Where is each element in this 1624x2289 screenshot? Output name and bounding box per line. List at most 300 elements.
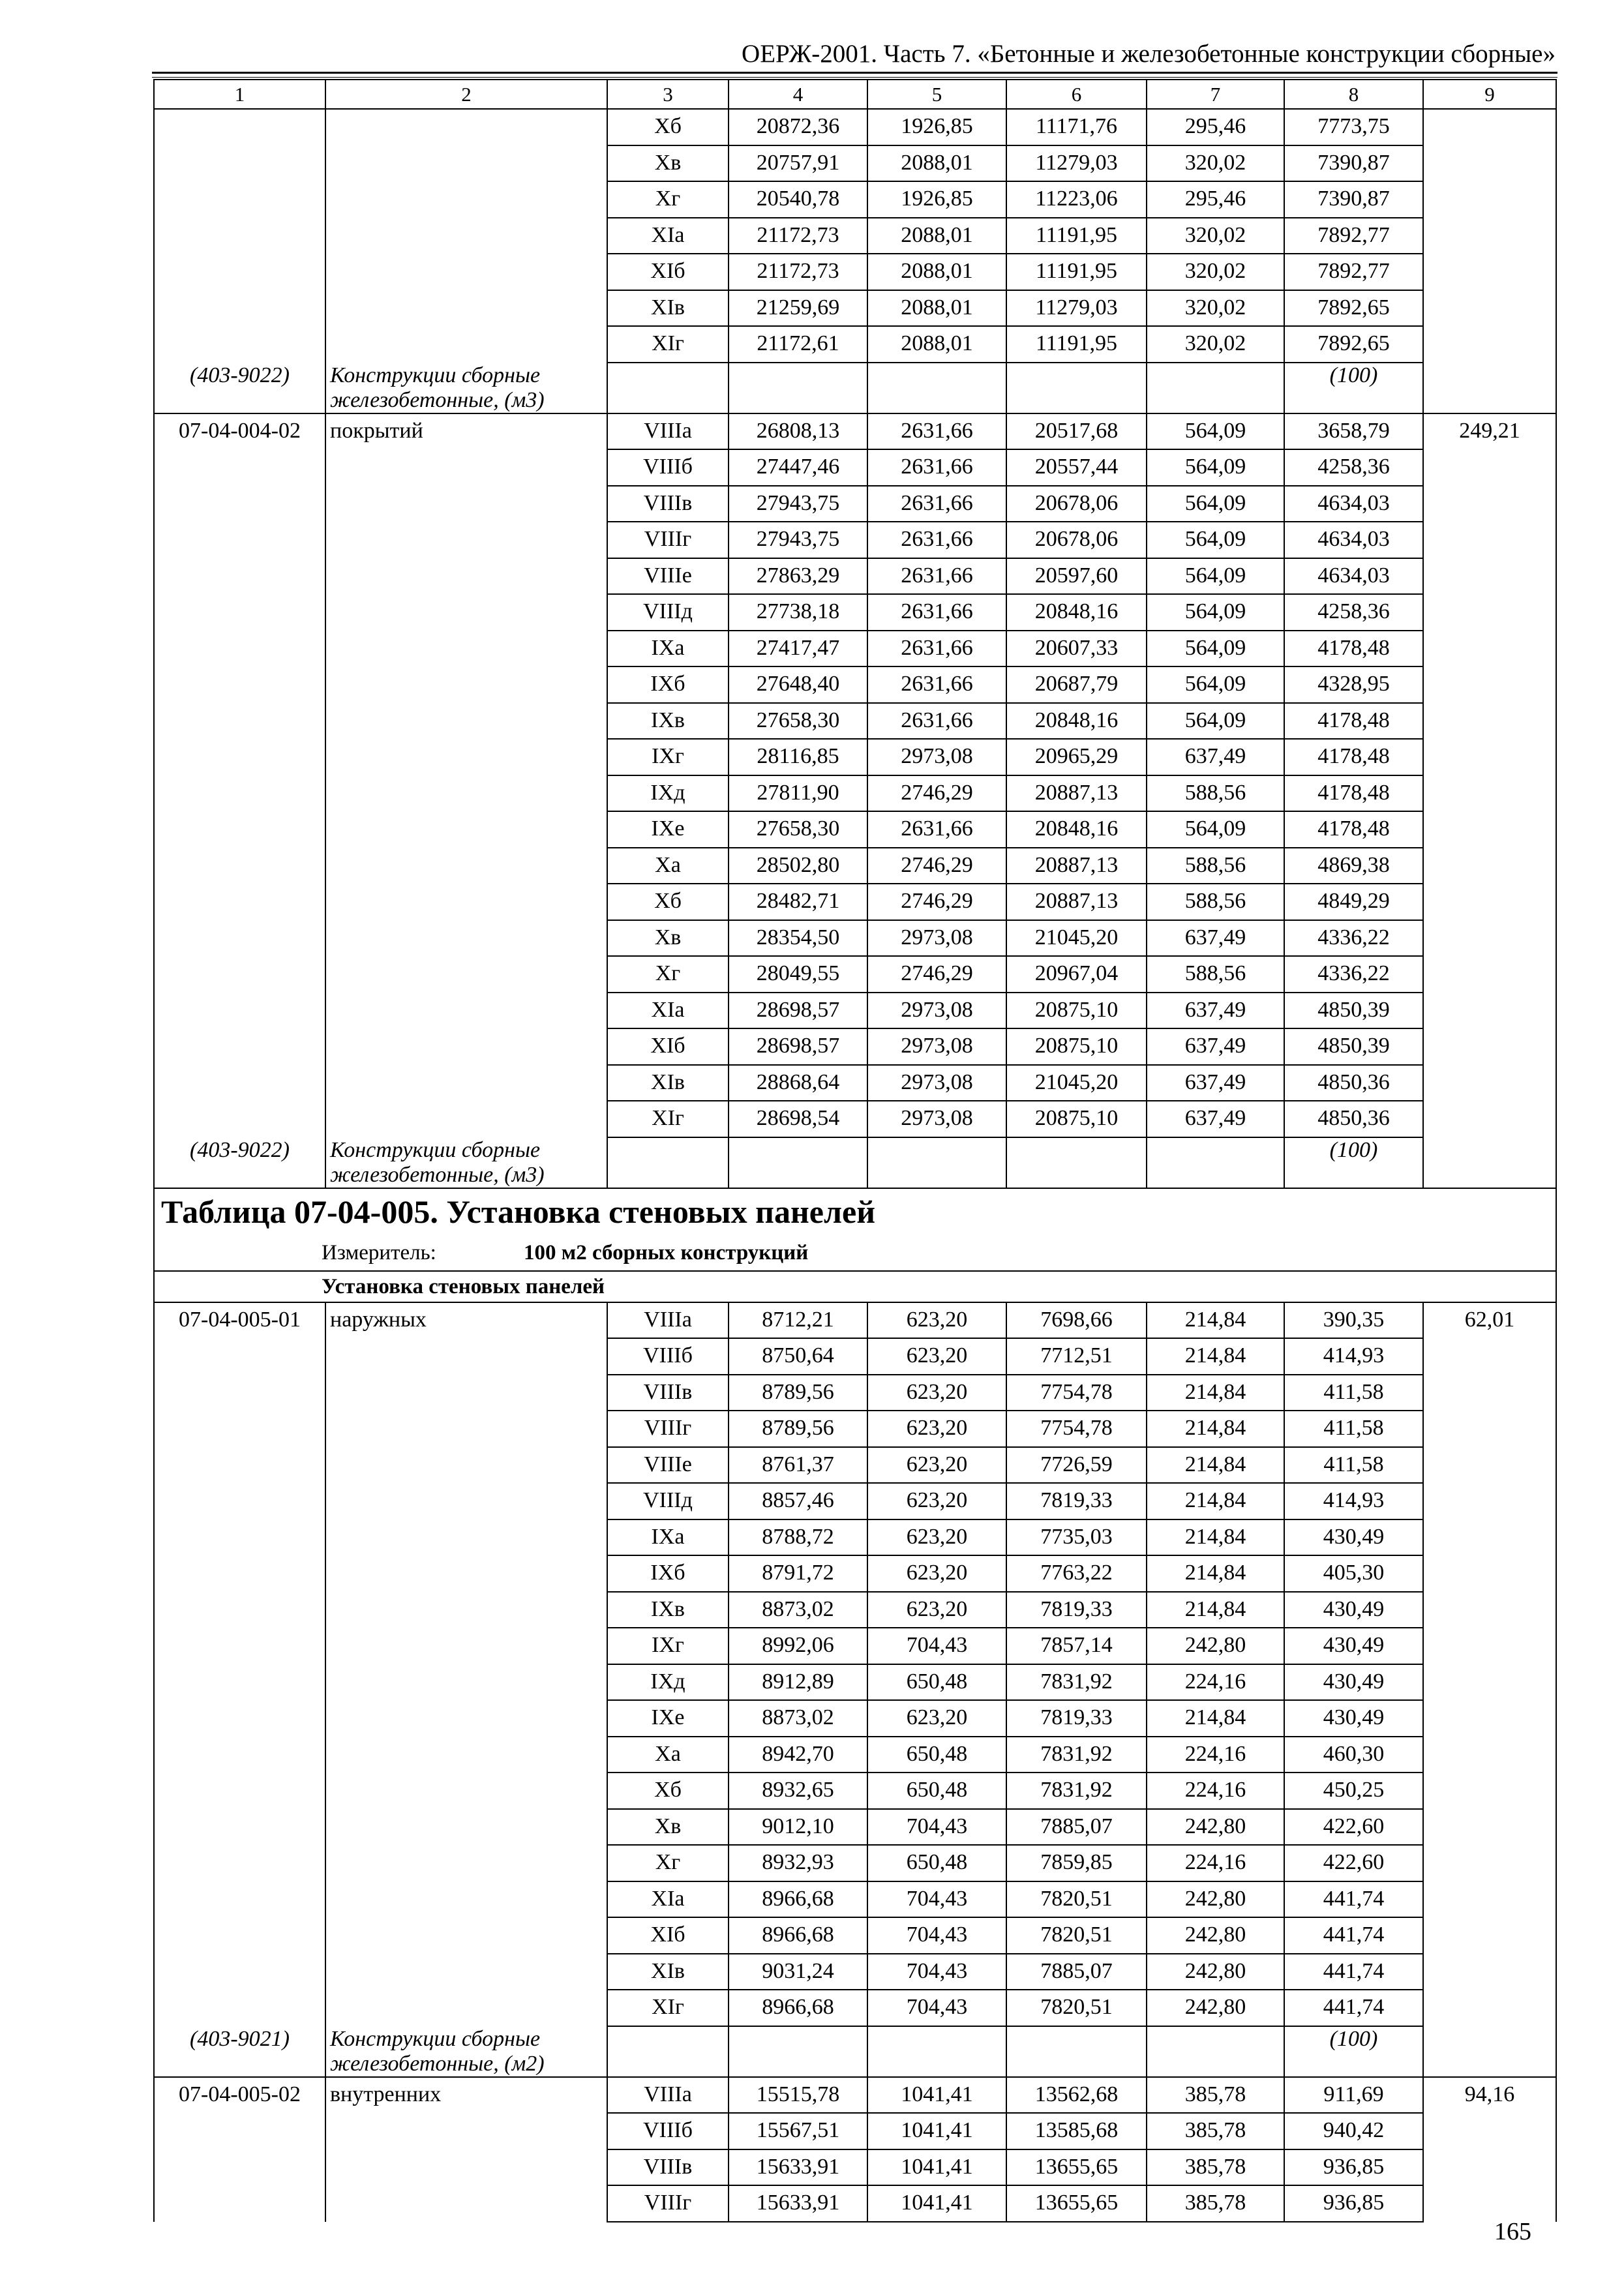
zone-cell: IXв xyxy=(607,1592,729,1628)
value-cell: 214,84 xyxy=(1147,1483,1284,1519)
value-cell: 27417,47 xyxy=(729,631,867,667)
empty-cell xyxy=(607,2026,729,2077)
zone-cell: VIIIд xyxy=(607,1483,729,1519)
value-cell: 704,43 xyxy=(867,1881,1006,1918)
value-cell: 7892,65 xyxy=(1284,326,1423,363)
labor-cost: 62,01 xyxy=(1423,1302,1556,2077)
value-cell: 20540,78 xyxy=(729,181,867,218)
material-share: (100) xyxy=(1284,363,1423,413)
value-cell: 4850,39 xyxy=(1284,993,1423,1029)
zone-cell: VIIIб xyxy=(607,1338,729,1375)
zone-cell: IXд xyxy=(607,775,729,812)
material-ref-desc: Конструкции сборные железобетонные, (м3) xyxy=(330,363,545,412)
value-cell: 623,20 xyxy=(867,1302,1006,1339)
zone-cell: IXе xyxy=(607,1700,729,1737)
value-cell: 1041,41 xyxy=(867,2077,1006,2114)
value-cell: 422,60 xyxy=(1284,1845,1423,1881)
value-cell: 28049,55 xyxy=(729,956,867,993)
value-cell: 2746,29 xyxy=(867,956,1006,993)
value-cell: 2088,01 xyxy=(867,218,1006,254)
value-cell: 11191,95 xyxy=(1006,326,1147,363)
zone-cell: Xа xyxy=(607,848,729,884)
value-cell: 242,80 xyxy=(1147,1809,1284,1846)
value-cell: 214,84 xyxy=(1147,1375,1284,1411)
value-cell: 7820,51 xyxy=(1006,1917,1147,1954)
value-cell: 385,78 xyxy=(1147,2185,1284,2222)
value-cell: 4849,29 xyxy=(1284,884,1423,920)
table-title-cell xyxy=(154,1188,1556,1239)
value-cell: 4336,22 xyxy=(1284,920,1423,957)
value-cell: 8789,56 xyxy=(729,1411,867,1447)
value-cell: 11279,03 xyxy=(1006,290,1147,327)
value-cell: 8932,93 xyxy=(729,1845,867,1881)
value-cell: 7820,51 xyxy=(1006,1990,1147,2026)
value-cell: 637,49 xyxy=(1147,920,1284,957)
value-cell: 411,58 xyxy=(1284,1411,1423,1447)
value-cell: 242,80 xyxy=(1147,1917,1284,1954)
zone-cell: VIIIа xyxy=(607,1302,729,1339)
value-cell: 4336,22 xyxy=(1284,956,1423,993)
labor-cost: 94,16 xyxy=(1423,2077,1556,2222)
value-cell: 441,74 xyxy=(1284,1881,1423,1918)
value-cell: 27658,30 xyxy=(729,811,867,848)
rate-name: наружных Конструкции сборные железобетонные, (м2) xyxy=(325,1302,607,2077)
value-cell: 564,09 xyxy=(1147,811,1284,848)
value-cell: 623,20 xyxy=(867,1592,1006,1628)
value-cell: 11223,06 xyxy=(1006,181,1147,218)
value-cell: 20597,60 xyxy=(1006,558,1147,595)
value-cell: 564,09 xyxy=(1147,703,1284,740)
zone-cell: VIIIе xyxy=(607,1447,729,1484)
value-cell: 430,49 xyxy=(1284,1700,1423,1737)
value-cell: 460,30 xyxy=(1284,1737,1423,1773)
zone-cell: Xв xyxy=(607,145,729,182)
value-cell: 2973,08 xyxy=(867,1065,1006,1101)
value-cell: 704,43 xyxy=(867,1990,1006,2026)
value-cell: 320,02 xyxy=(1147,290,1284,327)
value-cell: 15567,51 xyxy=(729,2113,867,2149)
value-cell: 214,84 xyxy=(1147,1592,1284,1628)
value-cell: 242,80 xyxy=(1147,1954,1284,1990)
value-cell: 2631,66 xyxy=(867,631,1006,667)
value-cell: 2631,66 xyxy=(867,522,1006,558)
column-header: 7 xyxy=(1147,80,1284,109)
value-cell: 28502,80 xyxy=(729,848,867,884)
value-cell: 450,25 xyxy=(1284,1773,1423,1809)
rate-name: покрытий Конструкции сборные железобетонные, (м3) xyxy=(325,413,607,1188)
labor-cost: 249,21 xyxy=(1423,413,1556,1188)
value-cell: 2631,66 xyxy=(867,558,1006,595)
value-cell: 20848,16 xyxy=(1006,703,1147,740)
value-cell: 7831,92 xyxy=(1006,1664,1147,1701)
zone-cell: IXа xyxy=(607,1519,729,1556)
section-cell xyxy=(154,1271,1556,1302)
zone-cell: IXб xyxy=(607,666,729,703)
value-cell: 8761,37 xyxy=(729,1447,867,1484)
value-cell: 936,85 xyxy=(1284,2185,1423,2222)
material-share: (100) xyxy=(1284,2026,1423,2077)
value-cell: 20875,10 xyxy=(1006,1101,1147,1137)
value-cell: 2631,66 xyxy=(867,703,1006,740)
value-cell: 390,35 xyxy=(1284,1302,1423,1339)
zone-cell: VIIIб xyxy=(607,2113,729,2149)
value-cell: 2746,29 xyxy=(867,775,1006,812)
value-cell: 9012,10 xyxy=(729,1809,867,1846)
value-cell: 8788,72 xyxy=(729,1519,867,1556)
value-cell: 27738,18 xyxy=(729,594,867,631)
value-cell: 224,16 xyxy=(1147,1737,1284,1773)
value-cell: 7820,51 xyxy=(1006,1881,1147,1918)
value-cell: 20848,16 xyxy=(1006,811,1147,848)
value-cell: 27811,90 xyxy=(729,775,867,812)
value-cell: 13562,68 xyxy=(1006,2077,1147,2114)
value-cell: 564,09 xyxy=(1147,666,1284,703)
value-cell: 2746,29 xyxy=(867,848,1006,884)
value-cell: 214,84 xyxy=(1147,1555,1284,1592)
value-cell: 441,74 xyxy=(1284,1917,1423,1954)
zone-cell: Xг xyxy=(607,181,729,218)
zone-cell: IXг xyxy=(607,739,729,775)
column-header: 4 xyxy=(729,80,867,109)
value-cell: 8712,21 xyxy=(729,1302,867,1339)
value-cell: 564,09 xyxy=(1147,631,1284,667)
value-cell: 2973,08 xyxy=(867,1028,1006,1065)
value-cell: 4634,03 xyxy=(1284,522,1423,558)
value-cell: 588,56 xyxy=(1147,884,1284,920)
value-cell: 4178,48 xyxy=(1284,775,1423,812)
table-title-row xyxy=(154,1188,1556,1239)
value-cell: 224,16 xyxy=(1147,1773,1284,1809)
meter-cell xyxy=(154,1239,1556,1271)
zone-cell: VIIIв xyxy=(607,1375,729,1411)
value-cell: 28698,57 xyxy=(729,1028,867,1065)
value-cell: 1926,85 xyxy=(867,181,1006,218)
rate-name: внутренних xyxy=(325,2077,607,2222)
value-cell: 214,84 xyxy=(1147,1302,1284,1339)
value-cell: 20887,13 xyxy=(1006,775,1147,812)
value-cell: 320,02 xyxy=(1147,326,1284,363)
value-cell: 911,69 xyxy=(1284,2077,1423,2114)
value-cell: 7712,51 xyxy=(1006,1338,1147,1375)
value-cell: 320,02 xyxy=(1147,254,1284,290)
value-cell: 15633,91 xyxy=(729,2185,867,2222)
value-cell: 2631,66 xyxy=(867,666,1006,703)
material-ref-code: (403-9022) xyxy=(190,1137,290,1162)
value-cell: 7885,07 xyxy=(1006,1809,1147,1846)
zone-cell: XIб xyxy=(607,1917,729,1954)
value-cell: 564,09 xyxy=(1147,449,1284,486)
value-cell: 385,78 xyxy=(1147,2077,1284,2114)
table-title: Таблица 07-04-005. Установка стеновых панелей xyxy=(161,1193,876,1230)
empty-cell xyxy=(607,1137,729,1188)
value-cell: 8966,68 xyxy=(729,1917,867,1954)
value-cell: 7773,75 xyxy=(1284,109,1423,145)
value-cell: 637,49 xyxy=(1147,1065,1284,1101)
value-cell: 637,49 xyxy=(1147,1028,1284,1065)
zone-cell: IXа xyxy=(607,631,729,667)
column-header: 3 xyxy=(607,80,729,109)
value-cell: 4178,48 xyxy=(1284,811,1423,848)
value-cell: 623,20 xyxy=(867,1447,1006,1484)
value-cell: 637,49 xyxy=(1147,993,1284,1029)
value-cell: 7763,22 xyxy=(1006,1555,1147,1592)
table-row xyxy=(154,413,1556,450)
table-row xyxy=(154,109,1556,145)
empty-cell xyxy=(1147,363,1284,413)
value-cell: 214,84 xyxy=(1147,1411,1284,1447)
rate-code: 07-04-005-01 (403-9021) xyxy=(154,1302,325,2077)
value-cell: 295,46 xyxy=(1147,181,1284,218)
value-cell: 637,49 xyxy=(1147,1101,1284,1137)
value-cell: 411,58 xyxy=(1284,1447,1423,1484)
value-cell: 385,78 xyxy=(1147,2113,1284,2149)
value-cell: 20678,06 xyxy=(1006,486,1147,522)
material-ref-desc: Конструкции сборные железобетонные, (м2) xyxy=(330,2026,545,2076)
value-cell: 704,43 xyxy=(867,1917,1006,1954)
value-cell: 8873,02 xyxy=(729,1592,867,1628)
value-cell: 8992,06 xyxy=(729,1628,867,1664)
value-cell: 20678,06 xyxy=(1006,522,1147,558)
value-cell: 430,49 xyxy=(1284,1519,1423,1556)
value-cell: 4850,39 xyxy=(1284,1028,1423,1065)
rates-table xyxy=(153,79,1557,2222)
value-cell: 242,80 xyxy=(1147,1990,1284,2026)
value-cell: 7390,87 xyxy=(1284,181,1423,218)
value-cell: 7892,77 xyxy=(1284,254,1423,290)
empty-cell xyxy=(1006,363,1147,413)
value-cell: 2088,01 xyxy=(867,326,1006,363)
labor-cost xyxy=(1423,109,1556,413)
value-cell: 2088,01 xyxy=(867,254,1006,290)
zone-cell: XIб xyxy=(607,1028,729,1065)
zone-cell: Xб xyxy=(607,884,729,920)
value-cell: 214,84 xyxy=(1147,1338,1284,1375)
value-cell: 242,80 xyxy=(1147,1628,1284,1664)
value-cell: 588,56 xyxy=(1147,848,1284,884)
value-cell: 8912,89 xyxy=(729,1664,867,1701)
value-cell: 4850,36 xyxy=(1284,1065,1423,1101)
value-cell: 650,48 xyxy=(867,1773,1006,1809)
value-cell: 2746,29 xyxy=(867,884,1006,920)
zone-cell: XIг xyxy=(607,1101,729,1137)
zone-cell: VIIIа xyxy=(607,413,729,450)
value-cell: 21172,73 xyxy=(729,218,867,254)
value-cell: 214,84 xyxy=(1147,1447,1284,1484)
zone-cell: Xб xyxy=(607,1773,729,1809)
value-cell: 11191,95 xyxy=(1006,218,1147,254)
value-cell: 28482,71 xyxy=(729,884,867,920)
meter-row xyxy=(154,1239,1556,1271)
value-cell: 20875,10 xyxy=(1006,1028,1147,1065)
value-cell: 430,49 xyxy=(1284,1664,1423,1701)
empty-cell xyxy=(729,2026,867,2077)
value-cell: 7819,33 xyxy=(1006,1700,1147,1737)
rate-code: 07-04-005-02 xyxy=(154,2077,325,2222)
zone-cell: VIIIг xyxy=(607,2185,729,2222)
empty-cell xyxy=(1147,1137,1284,1188)
value-cell: 295,46 xyxy=(1147,109,1284,145)
zone-cell: IXд xyxy=(607,1664,729,1701)
material-ref-desc: Конструкции сборные железобетонные, (м3) xyxy=(330,1137,545,1187)
value-cell: 27648,40 xyxy=(729,666,867,703)
column-header: 8 xyxy=(1284,80,1423,109)
value-cell: 623,20 xyxy=(867,1483,1006,1519)
empty-cell xyxy=(1006,2026,1147,2077)
value-cell: 1041,41 xyxy=(867,2149,1006,2186)
value-cell: 1041,41 xyxy=(867,2185,1006,2222)
value-cell: 623,20 xyxy=(867,1519,1006,1556)
value-cell: 8857,46 xyxy=(729,1483,867,1519)
value-cell: 2973,08 xyxy=(867,1101,1006,1137)
empty-cell xyxy=(867,1137,1006,1188)
value-cell: 8966,68 xyxy=(729,1990,867,2026)
zone-cell: XIв xyxy=(607,1065,729,1101)
page-number: 165 xyxy=(1494,2218,1531,2245)
empty-cell xyxy=(729,363,867,413)
value-cell: 21259,69 xyxy=(729,290,867,327)
rate-code xyxy=(154,109,325,413)
value-cell: 1926,85 xyxy=(867,109,1006,145)
value-cell: 8750,64 xyxy=(729,1338,867,1375)
column-header-row xyxy=(154,80,1556,109)
zone-cell: XIа xyxy=(607,218,729,254)
value-cell: 564,09 xyxy=(1147,413,1284,450)
empty-cell xyxy=(1147,2026,1284,2077)
value-cell: 20757,91 xyxy=(729,145,867,182)
value-cell: 3658,79 xyxy=(1284,413,1423,450)
value-cell: 15515,78 xyxy=(729,2077,867,2114)
zone-cell: VIIIе xyxy=(607,558,729,595)
value-cell: 27943,75 xyxy=(729,522,867,558)
value-cell: 20557,44 xyxy=(1006,449,1147,486)
meter-value: 100 м2 сборных конструкций xyxy=(524,1240,809,1264)
zone-cell: VIIIг xyxy=(607,522,729,558)
value-cell: 320,02 xyxy=(1147,218,1284,254)
value-cell: 2088,01 xyxy=(867,145,1006,182)
value-cell: 4178,48 xyxy=(1284,739,1423,775)
zone-cell: IXе xyxy=(607,811,729,848)
value-cell: 27447,46 xyxy=(729,449,867,486)
value-cell: 8789,56 xyxy=(729,1375,867,1411)
value-cell: 7754,78 xyxy=(1006,1375,1147,1411)
header-rule xyxy=(152,72,1557,74)
value-cell: 21172,73 xyxy=(729,254,867,290)
value-cell: 4328,95 xyxy=(1284,666,1423,703)
value-cell: 8966,68 xyxy=(729,1881,867,1918)
value-cell: 623,20 xyxy=(867,1555,1006,1592)
zone-cell: Xб xyxy=(607,109,729,145)
value-cell: 7735,03 xyxy=(1006,1519,1147,1556)
value-cell: 28698,57 xyxy=(729,993,867,1029)
value-cell: 224,16 xyxy=(1147,1664,1284,1701)
value-cell: 214,84 xyxy=(1147,1519,1284,1556)
value-cell: 4869,38 xyxy=(1284,848,1423,884)
value-cell: 4258,36 xyxy=(1284,449,1423,486)
zone-cell: VIIIв xyxy=(607,486,729,522)
value-cell: 20848,16 xyxy=(1006,594,1147,631)
value-cell: 2973,08 xyxy=(867,739,1006,775)
value-cell: 704,43 xyxy=(867,1954,1006,1990)
section-row xyxy=(154,1271,1556,1302)
table-row xyxy=(154,1302,1556,1339)
zone-cell: XIг xyxy=(607,326,729,363)
zone-cell: Xг xyxy=(607,956,729,993)
header-rule-thin xyxy=(152,77,1557,78)
value-cell: 11191,95 xyxy=(1006,254,1147,290)
value-cell: 7698,66 xyxy=(1006,1302,1147,1339)
empty-cell xyxy=(607,363,729,413)
empty-cell xyxy=(867,2026,1006,2077)
zone-cell: IXб xyxy=(607,1555,729,1592)
value-cell: 704,43 xyxy=(867,1628,1006,1664)
value-cell: 7819,33 xyxy=(1006,1483,1147,1519)
value-cell: 623,20 xyxy=(867,1338,1006,1375)
value-cell: 26808,13 xyxy=(729,413,867,450)
value-cell: 7390,87 xyxy=(1284,145,1423,182)
value-cell: 214,84 xyxy=(1147,1700,1284,1737)
value-cell: 704,43 xyxy=(867,1809,1006,1846)
value-cell: 2631,66 xyxy=(867,811,1006,848)
value-cell: 20875,10 xyxy=(1006,993,1147,1029)
section-label: Установка стеновых панелей xyxy=(322,1274,605,1298)
value-cell: 637,49 xyxy=(1147,739,1284,775)
value-cell: 623,20 xyxy=(867,1411,1006,1447)
value-cell: 7885,07 xyxy=(1006,1954,1147,1990)
value-cell: 623,20 xyxy=(867,1700,1006,1737)
zone-cell: XIв xyxy=(607,1954,729,1990)
value-cell: 623,20 xyxy=(867,1375,1006,1411)
value-cell: 13585,68 xyxy=(1006,2113,1147,2149)
material-ref-code: (403-9022) xyxy=(190,363,290,387)
column-header: 1 xyxy=(154,80,325,109)
value-cell: 385,78 xyxy=(1147,2149,1284,2186)
value-cell: 20887,13 xyxy=(1006,848,1147,884)
value-cell: 7819,33 xyxy=(1006,1592,1147,1628)
zone-cell: XIб xyxy=(607,254,729,290)
value-cell: 588,56 xyxy=(1147,956,1284,993)
material-ref-code: (403-9021) xyxy=(190,2026,290,2051)
value-cell: 28354,50 xyxy=(729,920,867,957)
zone-cell: VIIIб xyxy=(607,449,729,486)
meter-label: Измеритель: xyxy=(322,1240,436,1264)
value-cell: 13655,65 xyxy=(1006,2185,1147,2222)
value-cell: 2631,66 xyxy=(867,413,1006,450)
value-cell: 650,48 xyxy=(867,1737,1006,1773)
value-cell: 27863,29 xyxy=(729,558,867,595)
value-cell: 430,49 xyxy=(1284,1628,1423,1664)
material-share: (100) xyxy=(1284,1137,1423,1188)
zone-cell: VIIIв xyxy=(607,2149,729,2186)
empty-cell xyxy=(729,1137,867,1188)
value-cell: 2631,66 xyxy=(867,449,1006,486)
zone-cell: Xг xyxy=(607,1845,729,1881)
zone-cell: VIIIд xyxy=(607,594,729,631)
value-cell: 422,60 xyxy=(1284,1809,1423,1846)
value-cell: 8932,65 xyxy=(729,1773,867,1809)
value-cell: 7831,92 xyxy=(1006,1773,1147,1809)
value-cell: 414,93 xyxy=(1284,1338,1423,1375)
value-cell: 11279,03 xyxy=(1006,145,1147,182)
zone-cell: XIа xyxy=(607,993,729,1029)
value-cell: 650,48 xyxy=(867,1845,1006,1881)
value-cell: 7892,77 xyxy=(1284,218,1423,254)
value-cell: 564,09 xyxy=(1147,558,1284,595)
value-cell: 588,56 xyxy=(1147,775,1284,812)
value-cell: 20887,13 xyxy=(1006,884,1147,920)
value-cell: 2631,66 xyxy=(867,486,1006,522)
value-cell: 28868,64 xyxy=(729,1065,867,1101)
value-cell: 224,16 xyxy=(1147,1845,1284,1881)
